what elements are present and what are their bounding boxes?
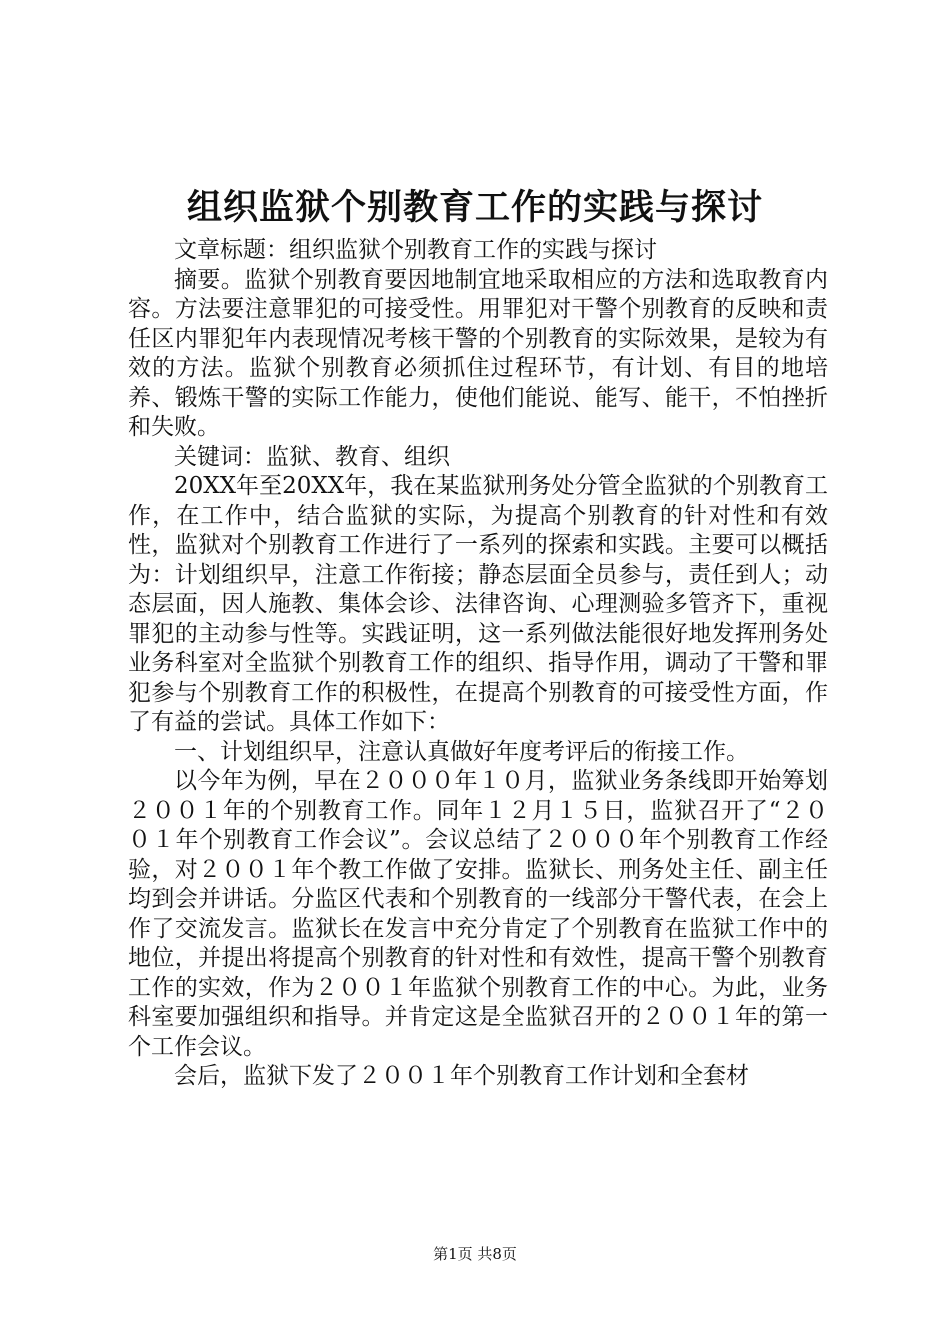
- document-title: 组织监狱个别教育工作的实践与探讨: [186, 188, 763, 228]
- paragraph-section-heading: 一、计划组织早，注意认真做好年度考评后的衔接工作。: [174, 738, 749, 765]
- paragraph-intro: 20XX年至20XX年，我在某监狱刑务处分管全监狱的个别教育工作，在工作中，结合监狱的实际，为提高个别教育的针对性和有效性，监狱对个别教育工作进行了一系列的探索和实践。主要可以概括为：计划组织早，注意工作衔接；静态层面全员参与，责任到人；动态层面，因人施教、集体会诊、法律咨询、心理测验多管齐下，重视罪犯的主动参与性等。实践证明，这一系列做法能很好地发挥刑务处业务科室对全监狱个别教育工作的组织、指导作用，调动了干警和罪犯参与个别教育工作的积极性，在提高个别教育的可接受性方面，作了有益的尝试。具体工作如下：: [128, 473, 828, 735]
- paragraph-after-meeting: 会后，监狱下发了２００１年个别教育工作计划和全套材: [174, 1063, 749, 1089]
- paragraph-abstract: 摘要。监狱个别教育要因地制宜地采取相应的方法和选取教育内容。方法要注意罪犯的可接受性。用罪犯对干警个别教育的反映和责任区内罪犯年内表现情况考核干警的个别教育的实际效果，是较为有效的方法。监狱个别教育必须抓住过程环节，有计划、有目的地培养、锻炼干警的实际工作能力，使他们能说、能写、能干，不怕挫折和失败。: [128, 266, 828, 440]
- paragraph-keywords: 关键词：监狱、教育、组织: [174, 443, 450, 470]
- paragraph-article-title: 文章标题：组织监狱个别教育工作的实践与探讨: [174, 237, 657, 263]
- document-body: [128, 236, 828, 1092]
- paragraph-example: 以今年为例，早在２０００年１０月，监狱业务条线即开始筹划２００１年的个别教育工作。同年１２月１５日，监狱召开了“２００１年个别教育工作会议”。会议总结了２０００年个别教育工作经验，对２００１年个教工作做了安排。监狱长、刑务处主任、副主任均到会并讲话。分监区代表和个别教育的一线部分干警代表，在会上作了交流发言。监狱长在发言中充分肯定了个别教育在监狱工作中的地位，并提出将提高个别教育的针对性和有效性，提高干警个别教育工作的实效，作为２００１年监狱个别教育工作的中心。为此，业务科室要加强组织和指导。并肯定这是全监狱召开的２００１年的第一个工作会议。: [128, 768, 828, 1060]
- page-number-footer: 第1页 共8页: [433, 1245, 517, 1263]
